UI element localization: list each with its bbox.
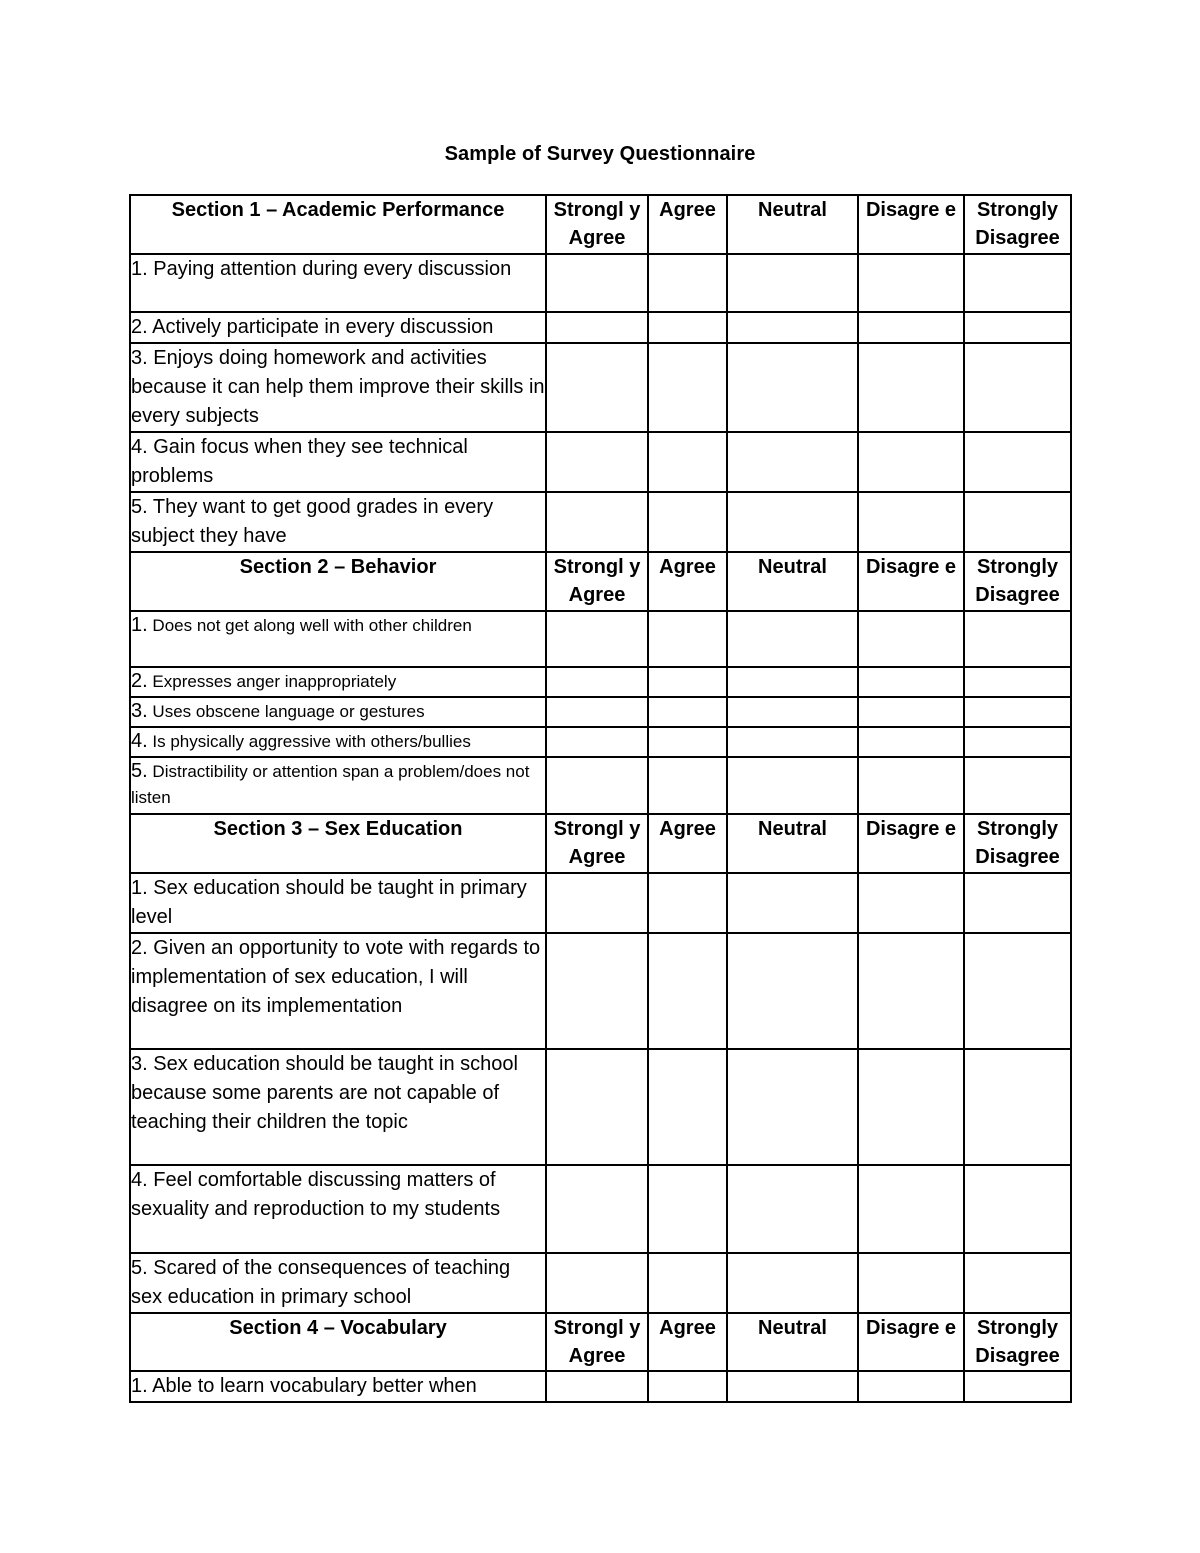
response-cell[interactable] bbox=[858, 312, 964, 343]
response-cell[interactable] bbox=[546, 1049, 648, 1165]
response-cell[interactable] bbox=[964, 727, 1071, 757]
option-disagree: Disagre e bbox=[858, 552, 964, 611]
option-neutral: Neutral bbox=[727, 1313, 858, 1371]
response-cell[interactable] bbox=[648, 343, 727, 432]
survey-table bbox=[129, 194, 1072, 1403]
table-row bbox=[130, 727, 1071, 757]
response-cell[interactable] bbox=[858, 1049, 964, 1165]
section-heading: Section 4 – Vocabulary bbox=[130, 1313, 546, 1371]
response-cell[interactable] bbox=[858, 873, 964, 933]
response-cell[interactable] bbox=[727, 873, 858, 933]
response-cell[interactable] bbox=[546, 254, 648, 312]
question-number: 3. bbox=[131, 700, 148, 722]
table-row bbox=[130, 1165, 1071, 1253]
option-disagree: Disagre e bbox=[858, 814, 964, 873]
response-cell[interactable] bbox=[546, 727, 648, 757]
response-cell[interactable] bbox=[648, 933, 727, 1049]
response-cell[interactable] bbox=[648, 757, 727, 814]
response-cell[interactable] bbox=[964, 697, 1071, 727]
option-strongly-disagree: Strongly Disagree bbox=[964, 814, 1071, 873]
response-cell[interactable] bbox=[964, 933, 1071, 1049]
response-cell[interactable] bbox=[546, 873, 648, 933]
response-cell[interactable] bbox=[964, 432, 1071, 492]
response-cell[interactable] bbox=[546, 432, 648, 492]
option-strongly-agree: Strongl y Agree bbox=[546, 814, 648, 873]
response-cell[interactable] bbox=[858, 1253, 964, 1313]
response-cell[interactable] bbox=[648, 727, 727, 757]
response-cell[interactable] bbox=[648, 873, 727, 933]
response-cell[interactable] bbox=[546, 757, 648, 814]
response-cell[interactable] bbox=[727, 933, 858, 1049]
response-cell[interactable] bbox=[727, 312, 858, 343]
section-heading: Section 3 – Sex Education bbox=[130, 814, 546, 873]
question-text: 4. Feel comfortable discussing matters of sexuality and reproduction to my students bbox=[130, 1165, 546, 1253]
table-row bbox=[130, 1371, 1071, 1402]
response-cell[interactable] bbox=[727, 254, 858, 312]
response-cell[interactable] bbox=[858, 933, 964, 1049]
question-text bbox=[130, 697, 546, 727]
response-cell[interactable] bbox=[964, 1371, 1071, 1402]
option-disagree: Disagre e bbox=[858, 195, 964, 254]
question-text bbox=[130, 757, 546, 814]
response-cell[interactable] bbox=[648, 492, 727, 552]
question-text: 3. Sex education should be taught in school because some parents are not capable of teaching their children the topic bbox=[130, 1049, 546, 1165]
response-cell[interactable] bbox=[648, 1049, 727, 1165]
question-label: Does not get along well with other children bbox=[147, 616, 472, 635]
response-cell[interactable] bbox=[858, 757, 964, 814]
response-cell[interactable] bbox=[964, 873, 1071, 933]
question-number: 4. bbox=[131, 729, 148, 752]
response-cell[interactable] bbox=[546, 343, 648, 432]
table-row bbox=[130, 611, 1071, 667]
response-cell[interactable] bbox=[727, 492, 858, 552]
option-agree: Agree bbox=[648, 1313, 727, 1371]
question-text bbox=[130, 611, 546, 667]
question-text bbox=[130, 727, 546, 757]
response-cell[interactable] bbox=[964, 343, 1071, 432]
response-cell[interactable] bbox=[858, 727, 964, 757]
option-agree: Agree bbox=[648, 552, 727, 611]
response-cell[interactable] bbox=[648, 1253, 727, 1313]
table-row bbox=[130, 697, 1071, 727]
page-title: Sample of Survey Questionnaire bbox=[444, 143, 756, 165]
response-cell[interactable] bbox=[546, 492, 648, 552]
response-cell[interactable] bbox=[546, 1253, 648, 1313]
section-heading: Section 1 – Academic Performance bbox=[130, 195, 546, 254]
question-text: 1. Paying attention during every discussion bbox=[130, 254, 546, 312]
response-cell[interactable] bbox=[546, 1371, 648, 1402]
response-cell[interactable] bbox=[648, 667, 727, 697]
response-cell[interactable] bbox=[858, 432, 964, 492]
response-cell[interactable] bbox=[546, 312, 648, 343]
response-cell[interactable] bbox=[858, 667, 964, 697]
table-row bbox=[130, 343, 1071, 432]
response-cell[interactable] bbox=[727, 1049, 858, 1165]
response-cell[interactable] bbox=[858, 1371, 964, 1402]
response-cell[interactable] bbox=[648, 1165, 727, 1253]
question-label: Expresses anger inappropriately bbox=[147, 672, 397, 691]
response-cell[interactable] bbox=[648, 1371, 727, 1402]
option-strongly-disagree: Strongly Disagree bbox=[964, 1313, 1071, 1371]
question-number: 5. bbox=[131, 759, 148, 782]
response-cell[interactable] bbox=[648, 254, 727, 312]
response-cell[interactable] bbox=[727, 611, 858, 667]
response-cell[interactable] bbox=[648, 611, 727, 667]
table-row bbox=[130, 492, 1071, 552]
table-row bbox=[130, 254, 1071, 312]
option-agree: Agree bbox=[648, 814, 727, 873]
response-cell[interactable] bbox=[964, 312, 1071, 343]
response-cell[interactable] bbox=[727, 432, 858, 492]
response-cell[interactable] bbox=[546, 667, 648, 697]
response-cell[interactable] bbox=[546, 933, 648, 1049]
response-cell[interactable] bbox=[727, 343, 858, 432]
response-cell[interactable] bbox=[727, 757, 858, 814]
table-row bbox=[130, 667, 1071, 697]
response-cell[interactable] bbox=[727, 727, 858, 757]
response-cell[interactable] bbox=[964, 1253, 1071, 1313]
option-strongly-disagree: Strongly Disagree bbox=[964, 552, 1071, 611]
option-strongly-disagree: Strongly Disagree bbox=[964, 195, 1071, 254]
response-cell[interactable] bbox=[964, 611, 1071, 667]
option-disagree: Disagre e bbox=[858, 1313, 964, 1371]
response-cell[interactable] bbox=[727, 1165, 858, 1253]
option-neutral: Neutral bbox=[727, 552, 858, 611]
response-cell[interactable] bbox=[727, 1371, 858, 1402]
response-cell[interactable] bbox=[858, 254, 964, 312]
table-row bbox=[130, 312, 1071, 343]
response-cell[interactable] bbox=[858, 1165, 964, 1253]
question-text: 2. Actively participate in every discussion bbox=[130, 312, 546, 343]
question-text: 3. Enjoys doing homework and activities because it can help them improve their skills in every subjects bbox=[130, 343, 546, 432]
section-header-row bbox=[130, 1313, 1071, 1371]
section-header-row bbox=[130, 814, 1071, 873]
option-strongly-agree: Strongl y Agree bbox=[546, 1313, 648, 1371]
table-row bbox=[130, 1049, 1071, 1165]
response-cell[interactable] bbox=[964, 1165, 1071, 1253]
question-label: Distractibility or attention span a problem/does not listen bbox=[131, 761, 530, 807]
question-number: 1. bbox=[131, 614, 148, 636]
question-number: 2. bbox=[131, 670, 148, 692]
option-neutral: Neutral bbox=[727, 814, 858, 873]
response-cell[interactable] bbox=[858, 492, 964, 552]
response-cell[interactable] bbox=[858, 611, 964, 667]
option-strongly-agree: Strongl y Agree bbox=[546, 195, 648, 254]
question-label: Is physically aggressive with others/bullies bbox=[147, 731, 471, 751]
question-text: 2. Given an opportunity to vote with regards to implementation of sex education, I will disagree on its implementation bbox=[130, 933, 546, 1049]
option-neutral: Neutral bbox=[727, 195, 858, 254]
response-cell[interactable] bbox=[964, 757, 1071, 814]
response-cell[interactable] bbox=[727, 667, 858, 697]
response-cell[interactable] bbox=[964, 667, 1071, 697]
question-label: Uses obscene language or gestures bbox=[147, 702, 425, 721]
response-cell[interactable] bbox=[727, 1253, 858, 1313]
response-cell[interactable] bbox=[858, 343, 964, 432]
section-header-row bbox=[130, 195, 1071, 254]
response-cell[interactable] bbox=[546, 1165, 648, 1253]
option-agree: Agree bbox=[648, 195, 727, 254]
response-cell[interactable] bbox=[964, 1049, 1071, 1165]
section-heading: Section 2 – Behavior bbox=[130, 552, 546, 611]
question-text: 4. Gain focus when they see technical problems bbox=[130, 432, 546, 492]
table-row bbox=[130, 432, 1071, 492]
response-cell[interactable] bbox=[546, 611, 648, 667]
question-text: 5. Scared of the consequences of teaching sex education in primary school bbox=[130, 1253, 546, 1313]
option-strongly-agree: Strongl y Agree bbox=[546, 552, 648, 611]
response-cell[interactable] bbox=[648, 697, 727, 727]
response-cell[interactable] bbox=[648, 312, 727, 343]
response-cell[interactable] bbox=[964, 492, 1071, 552]
question-text: 1. Sex education should be taught in primary level bbox=[130, 873, 546, 933]
response-cell[interactable] bbox=[727, 697, 858, 727]
question-text bbox=[130, 667, 546, 697]
question-text: 1. Able to learn vocabulary better when bbox=[130, 1371, 546, 1402]
response-cell[interactable] bbox=[858, 697, 964, 727]
response-cell[interactable] bbox=[964, 254, 1071, 312]
table-row bbox=[130, 757, 1071, 814]
section-header-row bbox=[130, 552, 1071, 611]
table-row bbox=[130, 1253, 1071, 1313]
question-text: 5. They want to get good grades in every subject they have bbox=[130, 492, 546, 552]
table-row bbox=[130, 933, 1071, 1049]
table-row bbox=[130, 873, 1071, 933]
response-cell[interactable] bbox=[648, 432, 727, 492]
response-cell[interactable] bbox=[546, 697, 648, 727]
